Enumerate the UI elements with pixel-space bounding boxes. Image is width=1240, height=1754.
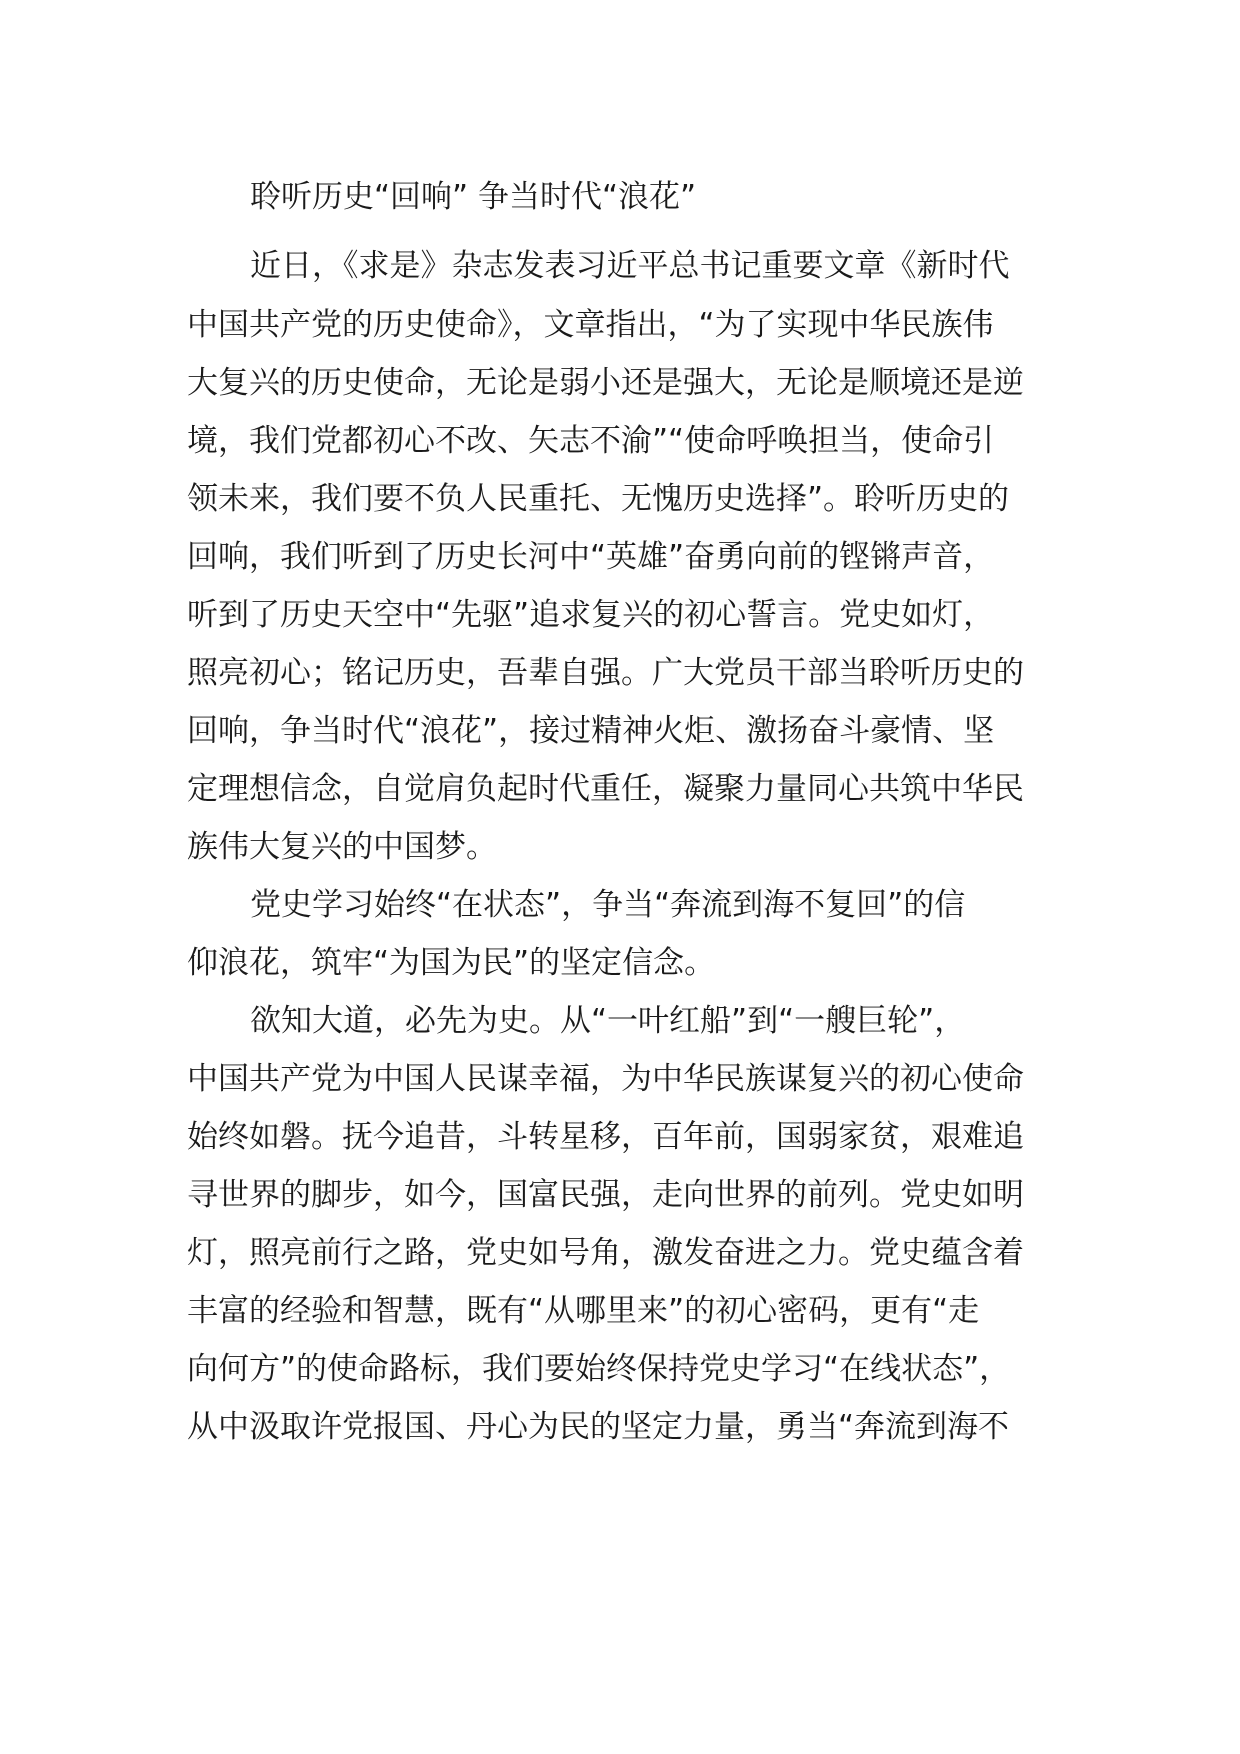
paragraph-1-line-9: 回响，争当时代“浪花”，接过精神火炬、激扬奋斗豪情、坚 <box>187 713 995 749</box>
paragraph-3-line-1: 欲知大道，必先为史。从“一叶红船”到“一艘巨轮”， <box>250 1003 966 1039</box>
paragraph-1-line-1: 近日，《求是》杂志发表习近平总书记重要文章《新时代 <box>250 248 1010 284</box>
paragraph-3-line-6: 丰富的经验和智慧，既有“从哪里来”的初心密码，更有“走 <box>187 1293 980 1329</box>
paragraph-3-line-8: 从中汲取许党报国、丹心为民的坚定力量，勇当“奔流到海不 <box>187 1409 1010 1445</box>
document-title: 聆听历史“回响” 争当时代“浪花” <box>250 179 697 215</box>
paragraph-2-line-1: 党史学习始终“在状态”，争当“奔流到海不复回”的信 <box>250 887 966 923</box>
paragraph-1-line-3: 大复兴的历史使命，无论是弱小还是强大，无论是顺境还是逆 <box>187 365 1024 401</box>
paragraph-3-line-3: 始终如磐。抚今追昔，斗转星移，百年前，国弱家贫，艰难追 <box>187 1119 1024 1155</box>
paragraph-1-line-11: 族伟大复兴的中国梦。 <box>187 829 497 865</box>
paragraph-3-line-7: 向何方”的使命路标，我们要始终保持党史学习“在线状态”， <box>187 1351 1011 1387</box>
paragraph-1-line-8: 照亮初心；铭记历史，吾辈自强。广大党员干部当聆听历史的 <box>187 655 1024 691</box>
paragraph-1-line-5: 领未来，我们要不负人民重托、无愧历史选择”。聆听历史的 <box>187 481 1010 517</box>
paragraph-1-line-4: 境，我们党都初心不改、矢志不渝”“使命呼唤担当，使命引 <box>187 423 995 459</box>
paragraph-2-line-2: 仰浪花，筑牢“为国为民”的坚定信念。 <box>187 945 716 981</box>
paragraph-1-line-6: 回响，我们听到了历史长河中“英雄”奋勇向前的铿锵声音， <box>187 539 995 575</box>
paragraph-3-line-4: 寻世界的脚步，如今，国富民强，走向世界的前列。党史如明 <box>187 1177 1024 1213</box>
paragraph-3-line-5: 灯，照亮前行之路，党史如号角，激发奋进之力。党史蕴含着 <box>187 1235 1024 1271</box>
paragraph-3-line-2: 中国共产党为中国人民谋幸福，为中华民族谋复兴的初心使命 <box>187 1061 1024 1097</box>
paragraph-1-line-2: 中国共产党的历史使命》，文章指出，“为了实现中华民族伟 <box>187 307 994 343</box>
paragraph-1-line-10: 定理想信念，自觉肩负起时代重任，凝聚力量同心共筑中华民 <box>187 771 1024 807</box>
paragraph-1-line-7: 听到了历史天空中“先驱”追求复兴的初心誓言。党史如灯， <box>187 597 995 633</box>
